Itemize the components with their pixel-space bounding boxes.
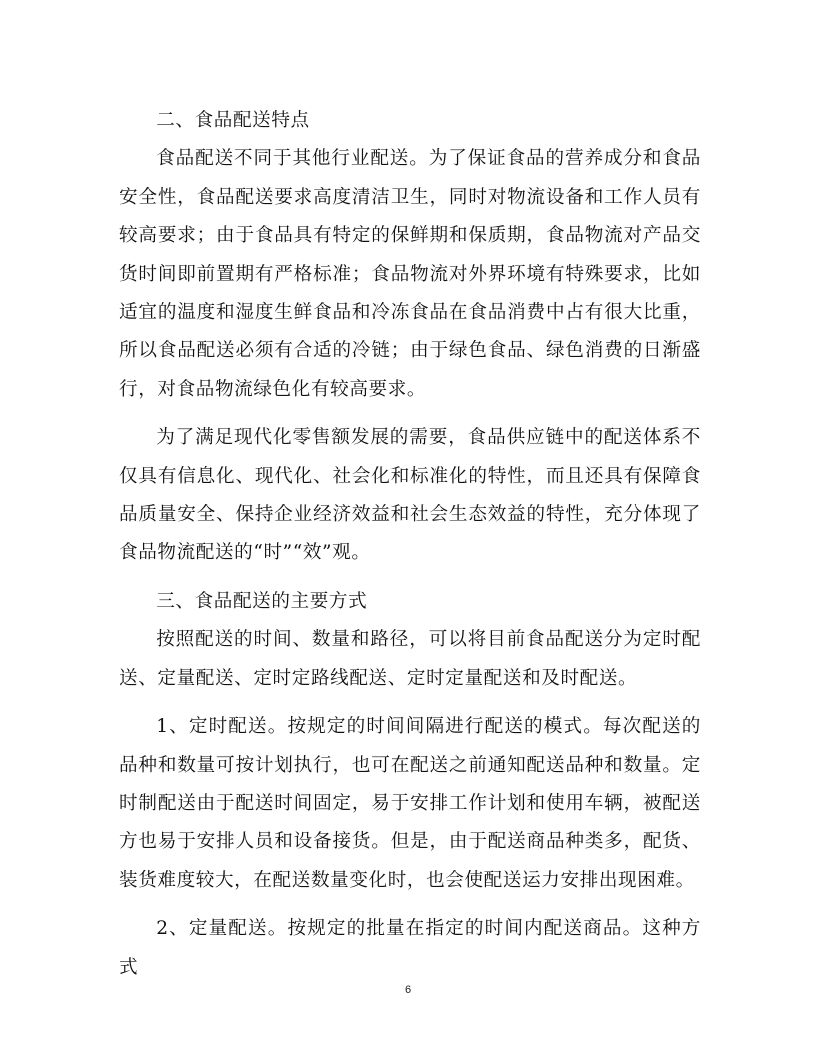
section-heading-delivery-methods: 三、食品配送的主要方式 bbox=[156, 590, 368, 612]
document-body bbox=[119, 102, 701, 987]
paragraph-quantity-delivery: 2、定量配送。按规定的批量在指定的时间内配送商品。这种方式 bbox=[119, 918, 701, 978]
page-number: 6 bbox=[404, 984, 412, 996]
paragraph-delivery-classification: 按照配送的时间、数量和路径，可以将目前食品配送分为定时配送、定量配送、定时定路线配送、定时定量配送和及时配送。 bbox=[119, 629, 701, 689]
section-heading-food-delivery-features: 二、食品配送特点 bbox=[156, 110, 310, 131]
paragraph-delivery-system-characteristics: 为了满足现代化零售额发展的需要，食品供应链中的配送体系不仅具有信息化、现代化、社会化和标准化的特性，而且还具有保障食品质量安全、保持企业经济效益和社会生态效益的特性，充分体现了食品物流配送的“时”“效”观。 bbox=[119, 427, 701, 564]
paragraph-food-delivery-requirements: 食品配送不同于其他行业配送。为了保证食品的营养成分和食品安全性，食品配送要求高度清洁卫生，同时对物流设备和工作人员有较高要求；由于食品具有特定的保鲜期和保质期，食品物流对产品交货时间即前置期有严格标准；食品物流对外界环境有特殊要求，比如适宜的温度和湿度生鲜食品和冷冻食品在食品消费中占有很大比重，所以食品配送必须有合适的冷链；由于绿色食品、绿色消费的日渐盛行，对食品物流绿色化有较高要求。 bbox=[119, 148, 701, 400]
paragraph-scheduled-delivery: 1、定时配送。按规定的时间间隔进行配送的模式。每次配送的品种和数量可按计划执行，也可在配送之前通知配送品种和数量。定时制配送由于配送时间固定，易于安排工作计划和使用车辆，被配送方也易于安排人员和设备接货。但是，由于配送商品种类多，配货、装货难度较大，在配送数量变化时，也会使配送运力安排出现困难。 bbox=[119, 716, 701, 891]
